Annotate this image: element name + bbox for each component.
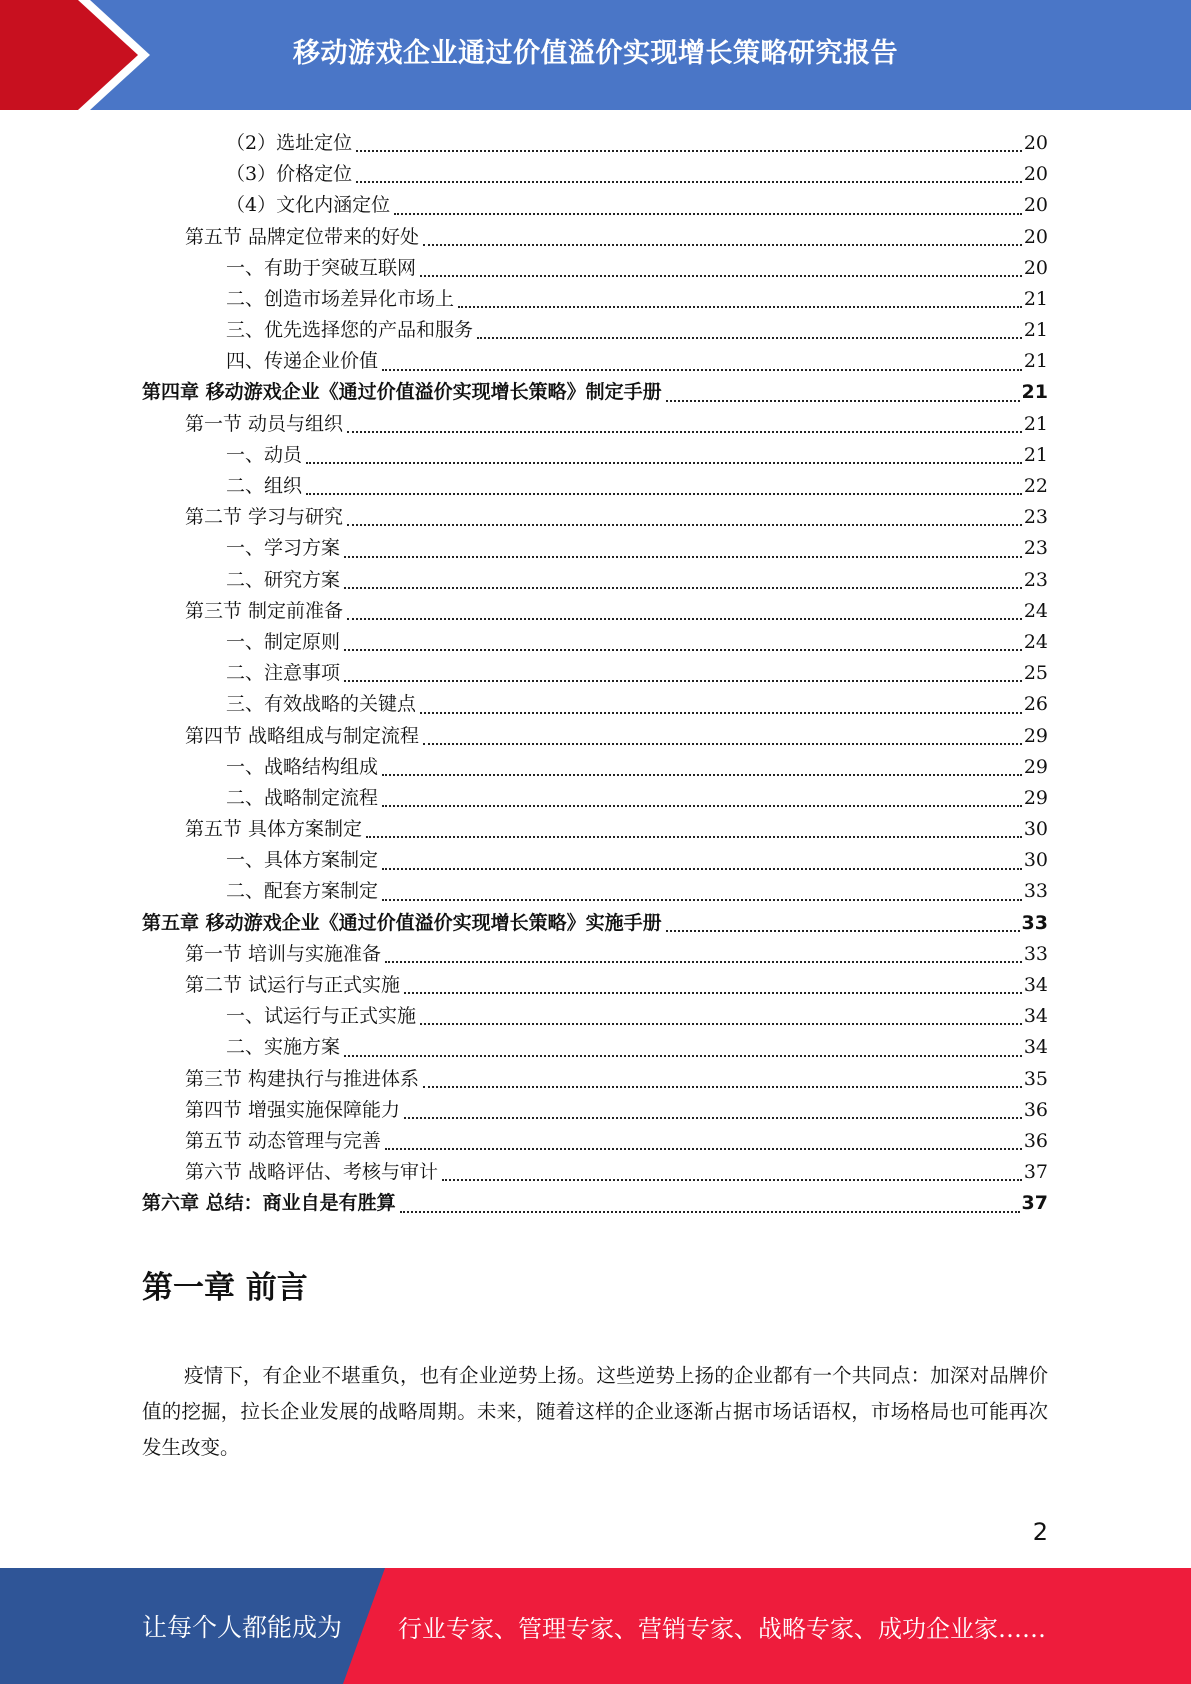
toc-entry-page: 29 [1023, 724, 1048, 747]
toc-entry-title: 第六节 战略评估、考核与审计 [185, 1161, 439, 1184]
toc-entry[interactable] [142, 409, 1048, 440]
toc-entry-title: 第五节 具体方案制定 [185, 818, 363, 841]
toc-entry-page: 34 [1023, 1005, 1048, 1028]
toc-leader-dots [385, 1148, 1022, 1150]
toc-entry-page: 21 [1021, 381, 1048, 404]
toc-entry-title: 二、配套方案制定 [226, 880, 379, 903]
toc-entry[interactable] [142, 1188, 1048, 1219]
toc-entry-page: 21 [1023, 443, 1048, 466]
toc-entry-title: 三、有效战略的关键点 [226, 693, 417, 716]
toc-entry[interactable] [142, 689, 1048, 720]
toc-leader-dots [423, 244, 1022, 246]
toc-entry-title: 二、注意事项 [226, 662, 341, 685]
toc-entry-page: 30 [1023, 818, 1048, 841]
toc-entry-title: 一、战略结构组成 [226, 755, 379, 778]
toc-entry-page: 36 [1023, 1098, 1048, 1121]
toc-entry-title: 一、试运行与正式实施 [226, 1005, 417, 1028]
footer-slogan-right: 行业专家、管理专家、营销专家、战略专家、成功企业家…… [398, 1614, 1046, 1643]
toc-entry[interactable] [142, 284, 1048, 315]
toc-entry-page: 34 [1023, 974, 1048, 997]
toc-entry[interactable] [142, 658, 1048, 689]
toc-entry[interactable] [142, 814, 1048, 845]
toc-entry-title: 一、有助于突破互联网 [226, 256, 417, 279]
toc-leader-dots [382, 774, 1022, 776]
toc-leader-dots [423, 743, 1022, 745]
toc-entry-title: 第四节 战略组成与制定流程 [185, 724, 420, 747]
toc-leader-dots [666, 930, 1020, 932]
toc-entry-title: （2）选址定位 [226, 131, 353, 154]
toc-leader-dots [442, 1179, 1022, 1181]
header-title: 移动游戏企业通过价值溢价实现增长策略研究报告 [293, 37, 898, 69]
toc-leader-dots [347, 524, 1022, 526]
toc-entry-page: 21 [1023, 287, 1048, 310]
toc-entry[interactable] [142, 190, 1048, 221]
toc-leader-dots [344, 1055, 1022, 1057]
toc-entry-title: 二、组织 [226, 475, 303, 498]
toc-entry[interactable] [142, 502, 1048, 533]
toc-entry-page: 24 [1023, 599, 1048, 622]
toc-entry-page: 21 [1023, 412, 1048, 435]
toc-entry-page: 20 [1023, 225, 1048, 248]
toc-leader-dots [344, 556, 1022, 558]
toc-entry[interactable] [142, 128, 1048, 159]
toc-entry-page: 22 [1023, 475, 1048, 498]
toc-entry-page: 36 [1023, 1129, 1048, 1152]
toc-leader-dots [394, 213, 1022, 215]
toc-entry[interactable] [142, 939, 1048, 970]
toc-entry-title: 第二节 学习与研究 [185, 506, 344, 529]
toc-leader-dots [420, 275, 1022, 277]
toc-entry-page: 37 [1021, 1192, 1048, 1215]
toc-entry-page: 21 [1023, 350, 1048, 373]
toc-entry[interactable] [142, 378, 1048, 409]
toc-entry[interactable] [142, 1064, 1048, 1095]
toc-entry-title: 一、动员 [226, 443, 303, 466]
toc-entry[interactable] [142, 565, 1048, 596]
toc-leader-dots [404, 1117, 1022, 1119]
toc-entry[interactable] [142, 908, 1048, 939]
toc-entry-title: 二、研究方案 [226, 568, 341, 591]
toc-leader-dots [382, 369, 1022, 371]
toc-entry-page: 29 [1023, 786, 1048, 809]
toc-entry-title: 二、实施方案 [226, 1036, 341, 1059]
toc-entry-title: 第一节 培训与实施准备 [185, 942, 382, 965]
toc-entry[interactable] [142, 346, 1048, 377]
toc-entry-page: 20 [1023, 163, 1048, 186]
toc-entry[interactable] [142, 315, 1048, 346]
page-header [0, 0, 1191, 110]
toc-leader-dots [382, 899, 1022, 901]
toc-entry-page: 23 [1023, 537, 1048, 560]
toc-entry-title: 第三节 制定前准备 [185, 599, 344, 622]
toc-entry[interactable] [142, 970, 1048, 1001]
toc-entry-page: 35 [1023, 1067, 1048, 1090]
toc-entry[interactable] [142, 1001, 1048, 1032]
toc-entry-title: 第五章 移动游戏企业《通过价值溢价实现增长策略》实施手册 [142, 911, 662, 934]
body-paragraph: 疫情下，有企业不堪重负，也有企业逆势上扬。这些逆势上扬的企业都有一个共同点：加深对品牌价值的挖掘，拉长企业发展的战略周期。未来，随着这样的企业逐渐占据市场话语权，市场格局也可能再次发生改变。 [142, 1364, 1048, 1459]
page-number: 2 [1032, 1518, 1048, 1546]
toc-entry[interactable] [142, 222, 1048, 253]
toc-entry-title: 四、传递企业价值 [226, 350, 379, 373]
toc-entry-page: 29 [1023, 755, 1048, 778]
toc-entry[interactable] [142, 440, 1048, 471]
toc-entry[interactable] [142, 752, 1048, 783]
toc-entry-title: 第四章 移动游戏企业《通过价值溢价实现增长策略》制定手册 [142, 381, 662, 404]
toc-leader-dots [385, 961, 1022, 963]
header-arrow-graphic [0, 0, 160, 110]
toc-entry-page: 23 [1023, 568, 1048, 591]
toc-entry-title: 第五节 动态管理与完善 [185, 1129, 382, 1152]
toc-entry-title: 第四节 增强实施保障能力 [185, 1098, 401, 1121]
toc-entry-page: 20 [1023, 131, 1048, 154]
toc-entry[interactable] [142, 627, 1048, 658]
toc-leader-dots [400, 1211, 1020, 1213]
page-footer [0, 1568, 1191, 1684]
toc-entry[interactable] [142, 845, 1048, 876]
toc-entry-page: 26 [1023, 693, 1048, 716]
toc-entry-title: 一、制定原则 [226, 630, 341, 653]
toc-entry[interactable] [142, 1157, 1048, 1188]
toc-leader-dots [356, 181, 1022, 183]
toc-leader-dots [347, 431, 1022, 433]
toc-entry-title: 第六章 总结：商业自是有胜算 [142, 1192, 396, 1215]
toc-leader-dots [420, 1023, 1022, 1025]
toc-leader-dots [306, 493, 1022, 495]
toc-leader-dots [420, 712, 1022, 714]
toc-entry-page: 20 [1023, 194, 1048, 217]
toc-leader-dots [666, 400, 1020, 402]
toc-leader-dots [347, 618, 1022, 620]
toc-leader-dots [382, 868, 1022, 870]
toc-entry-page: 33 [1021, 911, 1048, 934]
toc-entry-page: 20 [1023, 256, 1048, 279]
toc-entry-title: 第一节 动员与组织 [185, 412, 344, 435]
toc-entry[interactable] [142, 1126, 1048, 1157]
toc-leader-dots [423, 1086, 1022, 1088]
toc-entry-page: 34 [1023, 1036, 1048, 1059]
toc-entry-title: 第五节 品牌定位带来的好处 [185, 225, 420, 248]
toc-entry-title: 三、优先选择您的产品和服务 [226, 319, 474, 342]
toc-entry[interactable] [142, 1032, 1048, 1063]
toc-entry[interactable] [142, 877, 1048, 908]
toc-leader-dots [366, 836, 1022, 838]
footer-slogan-left: 让每个人都能成为 [142, 1613, 343, 1642]
toc-entry-page: 33 [1023, 880, 1048, 903]
toc-entry[interactable] [142, 721, 1048, 752]
toc-leader-dots [477, 337, 1022, 339]
toc-entry-page: 37 [1023, 1161, 1048, 1184]
toc-leader-dots [382, 805, 1022, 807]
toc-entry[interactable] [142, 253, 1048, 284]
toc-entry-title: 第三节 构建执行与推进体系 [185, 1067, 420, 1090]
toc-entry[interactable] [142, 533, 1048, 564]
toc-entry[interactable] [142, 596, 1048, 627]
toc-entry[interactable] [142, 783, 1048, 814]
toc-entry-title: 第二节 试运行与正式实施 [185, 974, 401, 997]
toc-leader-dots [356, 150, 1022, 152]
toc-entry-page: 24 [1023, 630, 1048, 653]
toc-entry-page: 25 [1023, 662, 1048, 685]
toc-entry-page: 30 [1023, 849, 1048, 872]
toc-entry-title: 二、创造市场差异化市场上 [226, 287, 455, 310]
toc-entry-title: （4）文化内涵定位 [226, 194, 391, 217]
toc-leader-dots [306, 462, 1022, 464]
toc-leader-dots [404, 992, 1022, 994]
toc-leader-dots [344, 649, 1022, 651]
toc-entry-page: 33 [1023, 942, 1048, 965]
table-of-contents [142, 128, 1048, 1220]
toc-entry[interactable] [142, 159, 1048, 190]
toc-entry-title: （3）价格定位 [226, 163, 353, 186]
toc-entry-title: 一、具体方案制定 [226, 849, 379, 872]
toc-leader-dots [344, 680, 1022, 682]
toc-entry[interactable] [142, 1095, 1048, 1126]
header-red-arrow [0, 0, 138, 110]
toc-entry-page: 23 [1023, 506, 1048, 529]
toc-leader-dots [458, 306, 1022, 308]
toc-leader-dots [344, 587, 1022, 589]
chapter-title: 第一章 前言 [142, 1270, 308, 1306]
toc-entry[interactable] [142, 471, 1048, 502]
toc-entry-page: 21 [1023, 319, 1048, 342]
toc-entry-title: 一、学习方案 [226, 537, 341, 560]
toc-entry-title: 二、战略制定流程 [226, 786, 379, 809]
